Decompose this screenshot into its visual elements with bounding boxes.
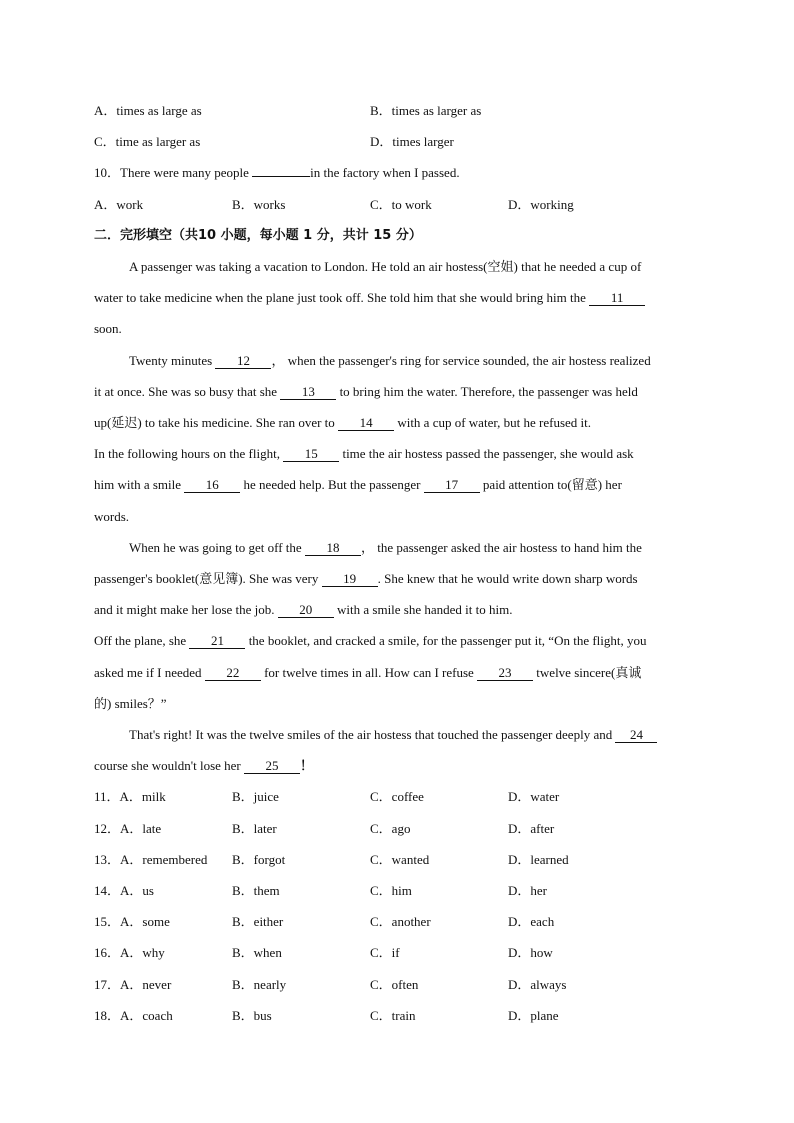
q18-option-b: B．bus bbox=[232, 1008, 272, 1023]
question-13: 13．A．remembered bbox=[94, 852, 208, 867]
answer-blank bbox=[252, 176, 310, 177]
question-text: There were many people bbox=[120, 165, 253, 180]
passage-line bbox=[94, 602, 513, 618]
q12-option-c: C．ago bbox=[370, 821, 411, 836]
q14-option-b: B．them bbox=[232, 883, 280, 898]
passage-text: passenger's booklet(意见簿). She was very bbox=[94, 571, 319, 586]
question-12: 12．A．late bbox=[94, 821, 162, 836]
q10-option-a: A．work bbox=[94, 197, 144, 212]
passage-line: soon. bbox=[94, 321, 122, 336]
question-number: 10． bbox=[94, 165, 121, 180]
section-title: 二．完形填空（共10 小题，每小题 1 分，共计 15 分） bbox=[94, 228, 422, 243]
passage-text: ！ bbox=[300, 758, 314, 773]
passage-line: A passenger was taking a vacation to London. He told an air hostess(空姐) that he needed a cup of bbox=[129, 259, 642, 274]
q15-option-b: B．either bbox=[232, 914, 284, 929]
blank-15: 15 bbox=[283, 447, 339, 462]
q14-option-d: D．her bbox=[508, 883, 547, 898]
q16-option-c: C．if bbox=[370, 945, 400, 960]
q17-option-b: B．nearly bbox=[232, 977, 287, 992]
q10-option-c: C．to work bbox=[370, 197, 432, 212]
q10-option-d: D．working bbox=[508, 197, 574, 212]
passage-text: time the air hostess passed the passenger, she would ask bbox=[342, 446, 634, 461]
blank-25: 25 bbox=[244, 759, 300, 774]
q15-option-d: D．each bbox=[508, 914, 555, 929]
blank-21: 21 bbox=[189, 634, 245, 649]
passage-line bbox=[129, 727, 657, 743]
passage-text: him with a smile bbox=[94, 477, 182, 492]
q9-option-a: A．times as large as bbox=[94, 103, 202, 118]
question-18: 18．A．coach bbox=[94, 1008, 173, 1023]
passage-text: the booklet, and cracked a smile, for the passenger put it, “On the flight, you bbox=[248, 633, 647, 648]
blank-22: 22 bbox=[205, 666, 261, 681]
question-17: 17．A．never bbox=[94, 977, 172, 992]
q16-option-b: B．when bbox=[232, 945, 282, 960]
q16-option-d: D．how bbox=[508, 945, 553, 960]
passage-text: . She knew that he would write down sharp words bbox=[377, 571, 638, 586]
blank-20: 20 bbox=[278, 603, 334, 618]
blank-16: 16 bbox=[184, 478, 240, 493]
question-10 bbox=[94, 165, 460, 181]
q13-option-d: D．learned bbox=[508, 852, 569, 867]
question-15: 15．A．some bbox=[94, 914, 170, 929]
q9-option-b: B．times as larger as bbox=[370, 103, 482, 118]
q9-option-d: D．times larger bbox=[370, 134, 454, 149]
blank-14: 14 bbox=[338, 416, 394, 431]
q13-option-c: C．wanted bbox=[370, 852, 430, 867]
q11-option-c: C．coffee bbox=[370, 789, 424, 804]
q18-option-d: D．plane bbox=[508, 1008, 559, 1023]
passage-line: words. bbox=[94, 509, 130, 524]
passage-line bbox=[94, 384, 638, 400]
q10-option-b: B．works bbox=[232, 197, 286, 212]
passage-line bbox=[94, 446, 634, 462]
blank-11: 11 bbox=[589, 291, 645, 306]
passage-text: water to take medicine when the plane just took off. She told him that she would bring him the bbox=[94, 290, 586, 305]
question-11: 11．A．milk bbox=[94, 789, 166, 804]
passage-text: asked me if I needed bbox=[94, 665, 202, 680]
passage-text: Off the plane, she bbox=[94, 633, 187, 648]
passage-text: for twelve times in all. How can I refuse bbox=[264, 665, 474, 680]
passage-text: he needed help. But the passenger bbox=[243, 477, 421, 492]
passage-line: When he was going to get off the 18 ， the passenger asked the air hostess to hand him the bbox=[129, 540, 642, 555]
blank-19: 19 bbox=[322, 572, 378, 587]
passage-text: paid attention to(留意) her bbox=[482, 477, 622, 492]
q11-option-d: D．water bbox=[508, 789, 560, 804]
blank-18: 18 bbox=[305, 541, 361, 556]
passage-text: Twenty minutes bbox=[129, 353, 213, 368]
passage-text: course she wouldn't lose her bbox=[94, 758, 241, 773]
passage-line bbox=[94, 665, 641, 681]
passage-line bbox=[94, 477, 622, 493]
blank-13: 13 bbox=[280, 385, 336, 400]
q17-option-d: D．always bbox=[508, 977, 567, 992]
question-14: 14．A．us bbox=[94, 883, 154, 898]
passage-text: the passenger asked the air hostess to hand him the bbox=[377, 540, 642, 555]
passage-text: up(延迟) to take his medicine. She ran over to bbox=[94, 415, 335, 430]
blank-23: 23 bbox=[477, 666, 533, 681]
passage-line bbox=[94, 415, 591, 431]
passage-text: In the following hours on the flight, bbox=[94, 446, 280, 461]
passage-text: to bring him the water. Therefore, the passenger was held bbox=[339, 384, 638, 399]
passage-text: twelve sincere(真诚 bbox=[536, 665, 642, 680]
q14-option-c: C．him bbox=[370, 883, 412, 898]
passage-line: 的) smiles？” bbox=[94, 696, 167, 711]
passage-line bbox=[94, 758, 313, 774]
blank-12: 12 bbox=[215, 354, 271, 369]
passage-text: with a cup of water, but he refused it. bbox=[397, 415, 592, 430]
passage-line: Twenty minutes 12 ， when the passenger's ring for service sounded, the air hostess realized bbox=[129, 353, 651, 368]
question-text: in the factory when I passed. bbox=[310, 165, 460, 180]
q12-option-d: D．after bbox=[508, 821, 555, 836]
q9-option-c: C．time as larger as bbox=[94, 134, 201, 149]
blank-24: 24 bbox=[615, 728, 657, 743]
passage-line bbox=[94, 571, 638, 587]
passage-text: it at once. She was so busy that she bbox=[94, 384, 278, 399]
blank-17: 17 bbox=[424, 478, 480, 493]
passage-text: with a smile she handed it to him. bbox=[337, 602, 513, 617]
q11-option-b: B．juice bbox=[232, 789, 279, 804]
q18-option-c: C．train bbox=[370, 1008, 416, 1023]
q12-option-b: B．later bbox=[232, 821, 277, 836]
question-16: 16．A．why bbox=[94, 945, 165, 960]
passage-line bbox=[94, 633, 647, 649]
passage-text: when the passenger's ring for service sounded, the air hostess realized bbox=[287, 353, 651, 368]
q15-option-c: C．another bbox=[370, 914, 431, 929]
q17-option-c: C．often bbox=[370, 977, 419, 992]
passage-line bbox=[94, 290, 645, 306]
passage-text: That's right! It was the twelve smiles of the air hostess that touched the passenger deeply and bbox=[129, 727, 613, 742]
passage-text: and it might make her lose the job. bbox=[94, 602, 275, 617]
passage-text: When he was going to get off the bbox=[129, 540, 302, 555]
q13-option-b: B．forgot bbox=[232, 852, 286, 867]
